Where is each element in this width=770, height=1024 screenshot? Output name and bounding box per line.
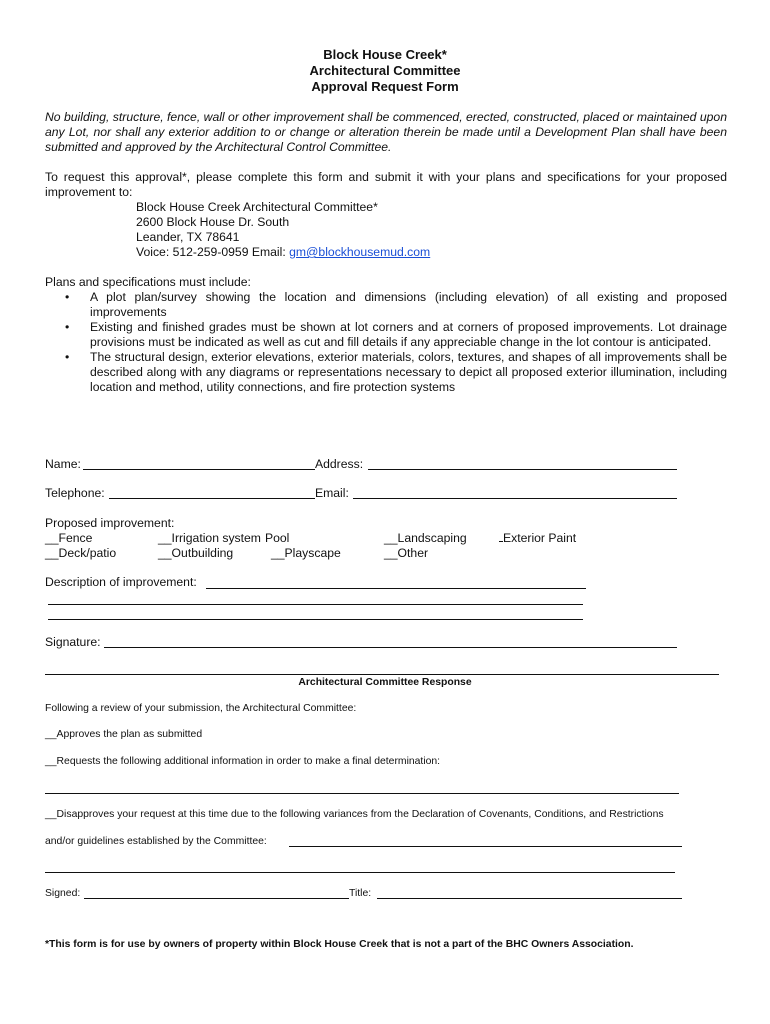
list-item bbox=[45, 320, 727, 350]
option-landscaping[interactable]: __Landscaping bbox=[384, 531, 467, 545]
email-link[interactable]: gm@blockhousemud.com bbox=[289, 245, 431, 259]
section-divider bbox=[45, 674, 719, 675]
plans-list bbox=[45, 290, 727, 395]
option-requests[interactable]: __Requests the following additional information in order to make a final determination: bbox=[45, 756, 441, 767]
intro-paragraph: No building, structure, fence, wall or other improvement shall be commenced, erected, constructed, placed or maintained upon any Lot, nor shall any exterior addition to or change or alteration therein be made until a Development Plan shall have been submitted and approved by the Architectural Control Committee. bbox=[45, 110, 727, 155]
response-heading: Architectural Committee Response bbox=[298, 677, 472, 688]
list-item bbox=[45, 350, 727, 395]
address-name: Block House Creek Architectural Committee* bbox=[136, 200, 378, 214]
option-deck[interactable]: __Deck/patio bbox=[45, 546, 117, 560]
footnote: *This form is for use by owners of property within Block House Creek that is not a part of the BHC Owners Association. bbox=[45, 939, 634, 950]
description-label: Description of improvement: bbox=[45, 575, 197, 589]
option-other[interactable]: __Other bbox=[384, 546, 429, 560]
description-field-line3[interactable] bbox=[48, 619, 583, 620]
list-item-text: A plot plan/survey showing the location and dimensions (including elevation) of all existing and proposed improvements bbox=[90, 290, 727, 319]
telephone-label: Telephone: bbox=[45, 486, 105, 500]
plans-section bbox=[45, 275, 727, 395]
email-label: Email: bbox=[315, 486, 349, 500]
address-contact bbox=[136, 245, 430, 260]
list-item-text: Existing and finished grades must be shown at lot corners and at corners of proposed improvements. Lot drainage provisions must be indicated as well as cut and fill details if any appreciable change in the lot contour is anticipated. bbox=[90, 320, 727, 349]
option-playscape[interactable]: __Playscape bbox=[271, 546, 341, 560]
guidelines-label: and/or guidelines established by the Committee: bbox=[45, 836, 267, 847]
plans-heading: Plans and specifications must include: bbox=[45, 275, 251, 289]
response-following: Following a review of your submission, the Architectural Committee: bbox=[45, 703, 357, 714]
option-exterior-paint[interactable] bbox=[499, 531, 576, 546]
option-exterior-paint-label: Exterior Paint bbox=[503, 531, 577, 545]
form-title-line3: Approval Request Form bbox=[311, 79, 459, 94]
email-field[interactable] bbox=[353, 498, 677, 499]
address-label: Address: bbox=[315, 457, 364, 471]
address-voice: Voice: 512-259-0959 Email: bbox=[136, 245, 290, 259]
option-outbuilding[interactable]: __Outbuilding bbox=[158, 546, 234, 560]
telephone-field[interactable] bbox=[109, 498, 315, 499]
address-street: 2600 Block House Dr. South bbox=[136, 215, 290, 229]
option-approves[interactable]: __Approves the plan as submitted bbox=[45, 729, 203, 740]
title-label: Title: bbox=[349, 888, 372, 899]
address-city: Leander, TX 78641 bbox=[136, 230, 240, 244]
option-pool[interactable]: Pool bbox=[265, 531, 290, 545]
list-item-text: The structural design, exterior elevations, exterior materials, colors, textures, and shapes of all improvements shall be described along with any diagrams or representations necessary to depict all proposed exterior illumination, including location and method, utility connections, and fire protection systems bbox=[90, 350, 727, 394]
signed-field[interactable] bbox=[84, 898, 349, 899]
signature-field[interactable] bbox=[104, 647, 677, 648]
list-item bbox=[45, 290, 727, 320]
requests-info-field[interactable] bbox=[45, 793, 679, 794]
bullet-icon: • bbox=[65, 320, 70, 334]
bullet-icon: • bbox=[65, 290, 70, 304]
option-disapproves[interactable]: __Disapproves your request at this time due to the following variances from the Declaration of Covenants, Conditions, and Restrictions bbox=[45, 809, 664, 820]
option-irrigation[interactable]: __Irrigation system bbox=[158, 531, 261, 545]
bullet-icon: • bbox=[65, 350, 70, 364]
form-title-line2: Architectural Committee bbox=[309, 63, 461, 78]
signature-label: Signature: bbox=[45, 635, 101, 649]
form-title-line1: Block House Creek* bbox=[323, 47, 447, 62]
signed-label: Signed: bbox=[45, 888, 81, 899]
address-field[interactable] bbox=[368, 469, 677, 470]
guidelines-field-line2[interactable] bbox=[45, 872, 675, 873]
description-field[interactable] bbox=[206, 588, 586, 589]
request-paragraph: To request this approval*, please complete this form and submit it with your plans and specifications for your proposed improvement to: bbox=[45, 170, 727, 199]
address-block bbox=[136, 200, 430, 260]
description-field-line2[interactable] bbox=[48, 604, 583, 605]
option-fence[interactable]: __Fence bbox=[45, 531, 93, 545]
proposed-improvement-label: Proposed improvement: bbox=[45, 516, 175, 530]
title-field[interactable] bbox=[377, 898, 682, 899]
name-field[interactable] bbox=[83, 469, 315, 470]
name-label: Name: bbox=[45, 457, 81, 471]
guidelines-field[interactable] bbox=[289, 846, 682, 847]
